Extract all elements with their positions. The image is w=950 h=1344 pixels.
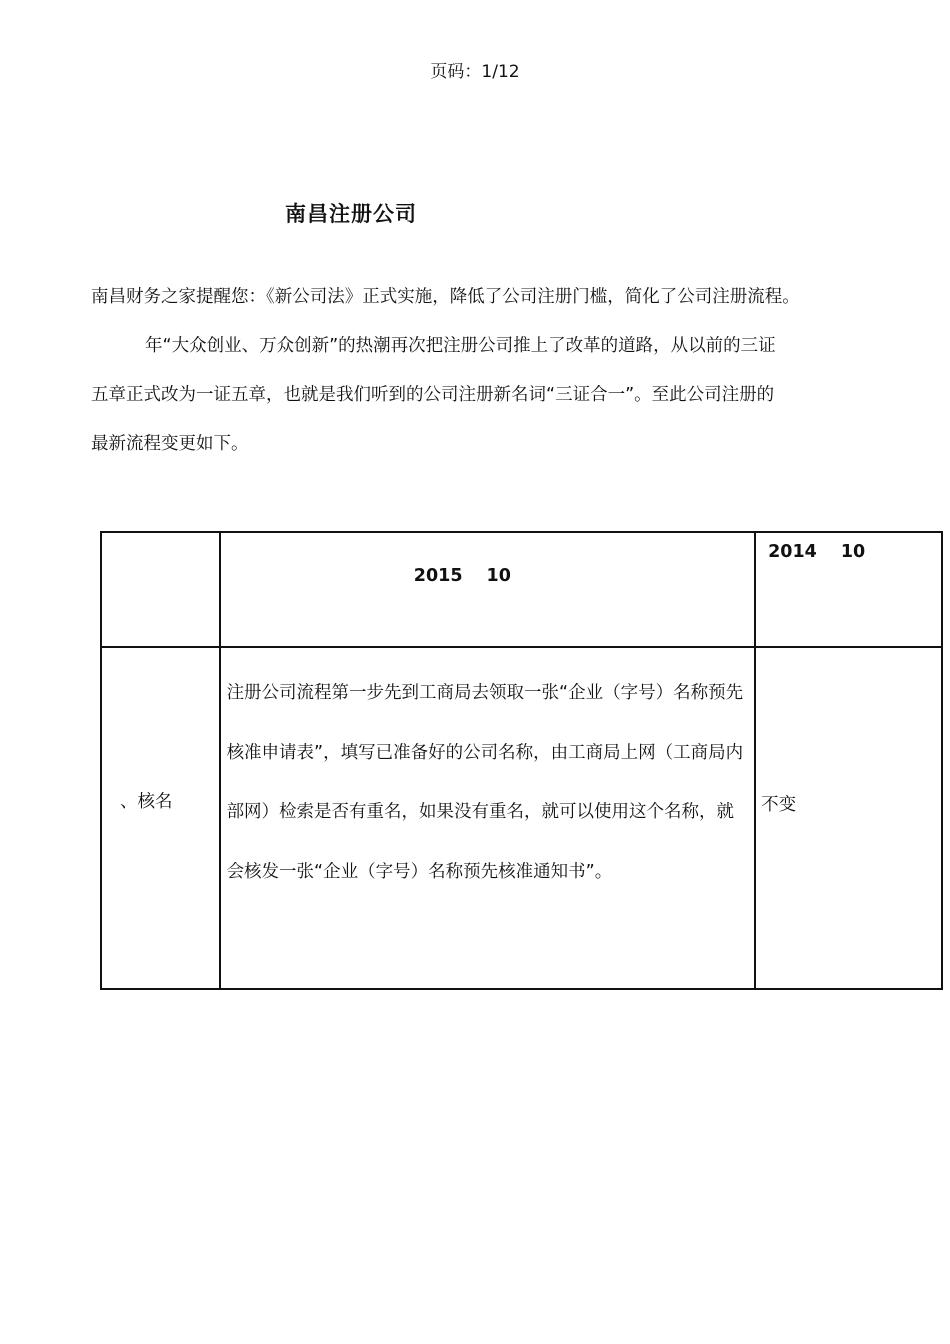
- old-process-cell: [755, 647, 942, 989]
- step-cell: [101, 647, 220, 989]
- header-new-year: 2015: [413, 566, 463, 586]
- intro-paragraph: 南昌财务之家提醒您：《新公司法》正式实施，降低了公司注册门槛，简化了公司注册流程。: [91, 287, 800, 307]
- body-paragraph: [91, 322, 891, 469]
- body-line-1: 年“大众创业、万众创新”的热潮再次把注册公司推上了改革的道路，从以前的三证: [145, 336, 776, 356]
- registration-flow-table: [100, 531, 943, 990]
- old-process-text: 不变: [761, 795, 797, 815]
- header-old-month: 10: [840, 542, 866, 562]
- header-new-date: [221, 533, 755, 586]
- body-line-2: 五章正式改为一证五章，也就是我们听到的公司注册新名词“三证合一”。至此公司注册的: [91, 385, 775, 405]
- table-row: [101, 647, 942, 989]
- header-old-date: [756, 533, 941, 562]
- step-name: 、核名: [120, 792, 173, 812]
- header-new-month: 10: [486, 566, 511, 586]
- header-step-cell: [101, 532, 220, 647]
- page-number: 页码：1/12: [430, 62, 520, 82]
- header-new-process-cell: [220, 532, 756, 647]
- body-line-3: 最新流程变更如下。: [91, 434, 249, 454]
- header-old-process-cell: [755, 532, 942, 647]
- header-old-year: 2014: [768, 542, 817, 562]
- table-header-row: [101, 532, 942, 647]
- new-process-text: 注册公司流程第一步先到工商局去领取一张“企业（字号）名称预先核准申请表”，填写已准备好的公司名称，由工商局上网（工商局内部网）检索是否有重名，如果没有重名，就可以使用这个名称，就会核发一张“企业（字号）名称预先核准通知书”。: [226, 683, 744, 882]
- new-process-cell: [220, 647, 756, 989]
- document-title: 南昌注册公司: [285, 202, 417, 226]
